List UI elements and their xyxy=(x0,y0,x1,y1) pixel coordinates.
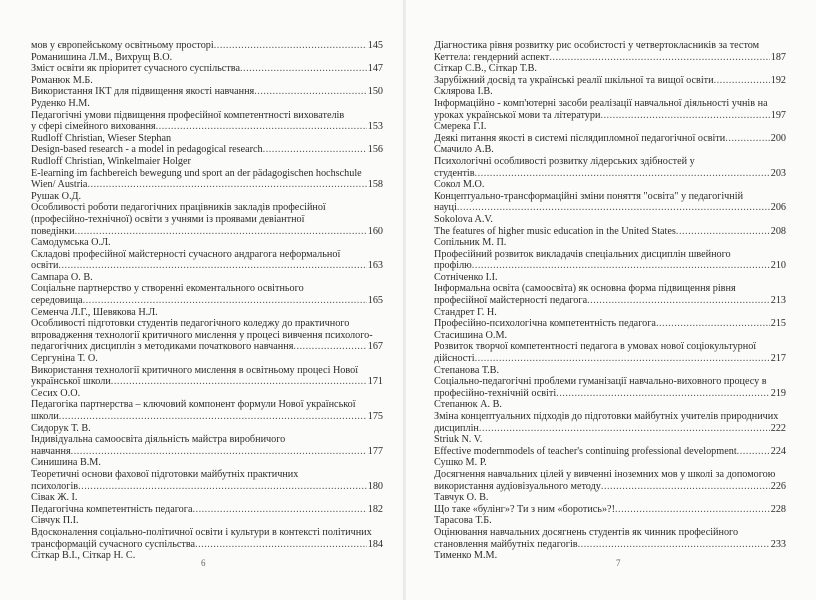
toc-page-number: 187 xyxy=(770,51,786,63)
toc-text-line: Rudloff Christian, Wieser Stephan xyxy=(31,132,172,144)
toc-entry-title: Професійно-психологічна компетентність педагога xyxy=(434,318,656,330)
toc-text-line: Степанюк А. В. xyxy=(434,399,502,411)
toc-entry-line xyxy=(31,86,383,98)
dot-leader xyxy=(78,481,367,493)
toc-entry-line xyxy=(31,295,383,307)
toc-page-number: 160 xyxy=(367,225,383,237)
toc-page-number: 206 xyxy=(770,202,786,214)
toc-entry-line xyxy=(434,202,786,214)
toc-entry-line xyxy=(31,260,383,272)
toc-text-line: Концептуально-трансформаційні зміни поняття "освіта" у педагогічній xyxy=(434,190,744,202)
page-number-right: 7 xyxy=(616,558,621,568)
dot-leader xyxy=(240,63,367,75)
dot-leader xyxy=(263,144,367,156)
toc-page-number: 184 xyxy=(367,538,383,550)
toc-entry-line xyxy=(434,110,786,122)
dot-leader xyxy=(59,411,367,423)
toc-text-line: Педагогіка партнерства – ключовий компонент формули Нової української xyxy=(31,399,356,411)
toc-entry-title: дисциплін xyxy=(434,422,479,434)
dot-leader xyxy=(479,423,770,435)
toc-text-line: Rudloff Christian, Winkelmaier Holger xyxy=(31,155,191,167)
dot-leader xyxy=(556,388,770,400)
toc-entry-line xyxy=(31,446,383,458)
dot-leader xyxy=(600,110,769,122)
toc-entry-title: Педагогічна компетентність педагога xyxy=(31,503,193,515)
toc-entry-title: Wien/ Austria xyxy=(31,179,88,191)
toc-text-line: Романишина Л.М., Вихрущ В.О. xyxy=(31,51,173,63)
toc-text-line: Сергуніна Т. О. xyxy=(31,353,98,365)
toc-entry-line xyxy=(434,481,786,493)
dot-leader xyxy=(578,539,770,551)
toc-page-number: 208 xyxy=(770,225,786,237)
toc-text-line: Тавчук О. В. xyxy=(434,492,489,504)
toc-entry-line xyxy=(434,260,786,272)
dot-leader xyxy=(676,226,770,238)
dot-leader xyxy=(254,86,367,98)
toc-text-line: Сокол М.О. xyxy=(434,179,485,191)
toc-text-line: (професійно-технічної) освіти з учнями із проявами девіантної xyxy=(31,213,305,225)
dot-leader xyxy=(472,260,770,272)
toc-entry-line xyxy=(31,539,383,551)
toc-text-line: Особливості підготовки студентів педагогічного коледжу до практичного xyxy=(31,318,350,330)
page-number-left: 6 xyxy=(201,558,206,568)
toc-text-line: Рушак О.Д. xyxy=(31,190,82,202)
toc-page-number: 163 xyxy=(367,260,383,272)
toc-text-line: впровадження технології критичного мислення у процесі вивчення психолого- xyxy=(31,329,373,341)
toc-text-line: Соціальне партнерство у створенні екоментального освітнього xyxy=(31,283,304,295)
toc-page-number: 233 xyxy=(770,538,786,550)
toc-text-line: Оцінювання навчальних досягнень студентів як чинник професійного xyxy=(434,526,739,538)
toc-page-number: 224 xyxy=(770,445,786,457)
toc-entry-title: професійної майстерності педагога xyxy=(434,295,588,307)
toc-text-line: Досягнення навчальних цілей у вивченні іноземних мов у школі за допомогою xyxy=(434,468,776,480)
toc-page-number: 219 xyxy=(770,387,786,399)
toc-page-number: 228 xyxy=(770,503,786,515)
toc-text-line: Стандрет Г. Н. xyxy=(434,306,497,318)
toc-text-line: Теоретичні основи фахової підготовки майбутніх практичних xyxy=(31,468,299,480)
toc-page-number: 182 xyxy=(367,503,383,515)
dot-leader xyxy=(737,446,770,458)
toc-entry-line xyxy=(31,411,383,423)
toc-entry-line xyxy=(31,481,383,493)
toc-entry-title: використання аудіовізуального методу xyxy=(434,480,601,492)
toc-text-line: Сівак Ж. І. xyxy=(31,492,78,504)
dot-leader xyxy=(475,168,770,180)
toc-entry-line xyxy=(434,168,786,180)
toc-text-line: Сіткар В.І., Сіткар Н. С. xyxy=(31,550,136,562)
toc-text-line: Педагогічні умови підвищення професійної компетентності вихователів xyxy=(31,109,345,121)
toc-text-line: Психологічні особливості розвитку лідерських здібностей у xyxy=(434,155,695,167)
dot-leader xyxy=(192,504,366,516)
toc-entry-line xyxy=(31,179,383,191)
toc-page-number: 213 xyxy=(770,295,786,307)
toc-entry-line xyxy=(31,40,383,52)
toc-text-line: Діагностика рівня розвитку рис особистості у четвертокласників за тестом xyxy=(434,40,760,51)
toc-text-line: E-learning im fachbereich bewegung und sport an der pädagogischen hochschule xyxy=(31,167,362,179)
toc-page-number: 177 xyxy=(367,445,383,457)
toc-text-line: Індивідуальна самоосвіта діяльність майстра виробничого xyxy=(31,434,286,446)
toc-text-line: Смерека Г.І. xyxy=(434,121,487,133)
toc-entry-title: навчання xyxy=(31,445,71,457)
toc-text-line: Соціально-педагогічні проблеми гуманізації навчально-виховного процесу в xyxy=(434,376,767,388)
toc-text-line: Сесих О.О. xyxy=(31,387,81,399)
toc-text-line: Інформальна освіта (самоосвіта) як основна форма підвищення рівня xyxy=(434,283,736,295)
toc-page-number: 171 xyxy=(367,376,383,388)
toc-text-line: Sokolova A.V. xyxy=(434,213,493,225)
dot-leader xyxy=(601,481,770,493)
toc-entry-title: школи xyxy=(31,411,59,422)
dot-leader xyxy=(549,52,769,64)
toc-entry-line xyxy=(434,295,786,307)
toc-text-line: Зміна концептуальних підходів до підготовки майбутніх учителів природничих xyxy=(434,411,779,422)
toc-entry-title: професійно-технічній освіті xyxy=(434,387,557,399)
table-of-contents-right xyxy=(434,40,786,562)
toc-text-line: Смачило А.В. xyxy=(434,144,494,156)
dot-leader xyxy=(195,539,367,551)
toc-page-number: 197 xyxy=(770,109,786,121)
toc-entry-title: Деякі питання якості в системі післядипломної педагогічної освіти xyxy=(434,132,726,144)
toc-entry-line xyxy=(434,446,786,458)
toc-text-line: Інформаційно - комп'ютерні засоби реалізації навчальної діяльності учнів на xyxy=(434,97,768,109)
toc-page-number: 210 xyxy=(770,260,786,272)
toc-entry-title: педагогічних дисциплін з методиками початкового навчання xyxy=(31,341,294,353)
toc-page-number: 145 xyxy=(367,40,383,51)
toc-entry-line xyxy=(31,341,383,353)
dot-leader xyxy=(714,75,770,87)
toc-text-line: Руденко Н.М. xyxy=(31,97,90,109)
toc-entry-line xyxy=(31,376,383,388)
toc-page-number: 180 xyxy=(367,480,383,492)
dot-leader xyxy=(725,133,769,145)
toc-text-line: Синишина В.М. xyxy=(31,457,101,469)
toc-text-line: Семенча Л.Г., Шевякова Н.Л. xyxy=(31,306,158,318)
toc-text-line: Сопільник М. П. xyxy=(434,237,507,249)
toc-text-line: Степанова Т.В. xyxy=(434,364,499,376)
toc-page-number: 165 xyxy=(367,295,383,307)
toc-entry-line xyxy=(31,144,383,156)
toc-entry-title: уроках української мови та літератури xyxy=(434,109,601,121)
dot-leader xyxy=(71,446,367,458)
toc-page-number: 153 xyxy=(367,121,383,133)
toc-text-line: Розвиток творчої компетентності педагога в умовах нової соціокультурної xyxy=(434,341,757,353)
toc-text-line: Склярова І.В. xyxy=(434,86,493,98)
toc-entry-title: дійсності xyxy=(434,353,475,365)
toc-page-number: 226 xyxy=(770,480,786,492)
toc-text-line: Романюк М.Б. xyxy=(31,74,93,86)
toc-entry-title: у сфері сімейного виховання xyxy=(31,121,156,133)
toc-text-line: Сіткар С.В., Сіткар Т.В. xyxy=(434,63,537,75)
toc-entry-title: поведінки xyxy=(31,225,75,237)
toc-entry-line xyxy=(434,388,786,400)
toc-entry-title: мов у європейському освітньому просторі xyxy=(31,40,214,51)
toc-entry-line xyxy=(434,423,786,435)
toc-entry-title: освіти xyxy=(31,260,59,272)
dot-leader xyxy=(111,376,367,388)
toc-page-number: 203 xyxy=(770,167,786,179)
toc-page-number: 217 xyxy=(770,353,786,365)
toc-entry-title: Design-based research - a model in pedagogical research xyxy=(31,144,263,156)
toc-entry-title: науці xyxy=(434,202,457,214)
table-of-contents-left xyxy=(31,40,383,562)
toc-entry-title: середовища xyxy=(31,295,83,307)
toc-entry-title: української школи xyxy=(31,376,111,388)
dot-leader xyxy=(293,341,366,353)
toc-entry-title: психологів xyxy=(31,480,79,492)
toc-page-number: 175 xyxy=(367,411,383,422)
toc-entry-title: профілю xyxy=(434,260,472,272)
dot-leader xyxy=(214,40,367,52)
toc-entry-title: Effective modernmodels of teacher's continuing professional development xyxy=(434,445,737,457)
toc-page-number: 156 xyxy=(367,144,383,156)
toc-text-line: Складові професійної майстерності сучасного андрагога неформальної xyxy=(31,248,341,260)
toc-page-number: 192 xyxy=(770,74,786,86)
toc-text-line: Професійний розвиток викладачів спеціальних дисциплін швейного xyxy=(434,248,731,260)
toc-text-line: Використання технології критичного мислення в освітньому процесі Нової xyxy=(31,364,359,376)
dot-leader xyxy=(87,179,366,191)
toc-entry-line xyxy=(31,226,383,238)
toc-entry-title: Зарубіжний досвід та українські реалії шкільної та вищої освіти xyxy=(434,74,714,86)
toc-text-line: Striuk N. V. xyxy=(434,434,483,446)
toc-text-line: Особливості роботи педагогічних працівників закладів професійної xyxy=(31,202,326,214)
toc-text-line: Стасишина О.М. xyxy=(434,329,508,341)
toc-entry-title: Використання ІКТ для підвищення якості навчання xyxy=(31,86,255,98)
toc-entry-line xyxy=(31,504,383,516)
toc-entry-title: The features of higher music education in the United States xyxy=(434,225,676,237)
toc-text-line: Тименко М.М. xyxy=(434,550,498,562)
dot-leader xyxy=(587,295,770,307)
dot-leader xyxy=(83,295,367,307)
dot-leader xyxy=(656,318,770,330)
left-page xyxy=(0,0,404,600)
toc-entry-line xyxy=(31,121,383,133)
right-page xyxy=(406,0,816,600)
toc-text-line: Самодумська О.Л. xyxy=(31,237,111,249)
toc-page-number: 158 xyxy=(367,179,383,191)
dot-leader xyxy=(615,504,770,516)
toc-text-line: Вдосконалення соціально-політичної освіти і культури в контексті політичних xyxy=(31,526,372,538)
toc-entry-line xyxy=(434,539,786,551)
toc-page-number: 147 xyxy=(367,63,383,75)
toc-entry-title: студентів xyxy=(434,167,475,179)
toc-entry-line xyxy=(434,226,786,238)
toc-page-number: 215 xyxy=(770,318,786,330)
toc-text-line: Сівчук П.І. xyxy=(31,515,79,527)
toc-entry-line xyxy=(434,318,786,330)
dot-leader xyxy=(475,353,770,365)
toc-entry-title: Кеттела: гендерний аспект xyxy=(434,51,550,63)
dot-leader xyxy=(156,121,367,133)
dot-leader xyxy=(75,226,367,238)
toc-text-line: Сампара О. В. xyxy=(31,271,93,283)
toc-text-line: Сушко М. Р. xyxy=(434,457,487,469)
toc-page-number: 222 xyxy=(770,422,786,434)
toc-entry-line xyxy=(434,75,786,87)
toc-entry-line xyxy=(434,52,786,64)
toc-entry-line xyxy=(434,504,786,516)
toc-text-line: Тарасова Т.Б. xyxy=(434,515,492,527)
toc-page-number: 167 xyxy=(367,341,383,353)
dot-leader xyxy=(58,260,366,272)
toc-entry-line xyxy=(434,133,786,145)
toc-entry-title: Що таке «булінг»? Ти з ним «боротись»?! xyxy=(434,503,615,515)
toc-page-number: 200 xyxy=(770,132,786,144)
toc-entry-title: трансформацій сучасного суспільства xyxy=(31,538,196,550)
dot-leader xyxy=(457,202,770,214)
toc-entry-title: становлення майбутніх педагогів xyxy=(434,538,578,550)
toc-text-line: Сидорук Т. В. xyxy=(31,422,91,434)
toc-page-number: 150 xyxy=(367,86,383,98)
toc-text-line: Сотніченко І.І. xyxy=(434,271,498,283)
toc-entry-line xyxy=(434,353,786,365)
toc-entry-line xyxy=(31,63,383,75)
toc-entry-title: Зміст освіти як пріоритет сучасного суспільства xyxy=(31,63,240,75)
